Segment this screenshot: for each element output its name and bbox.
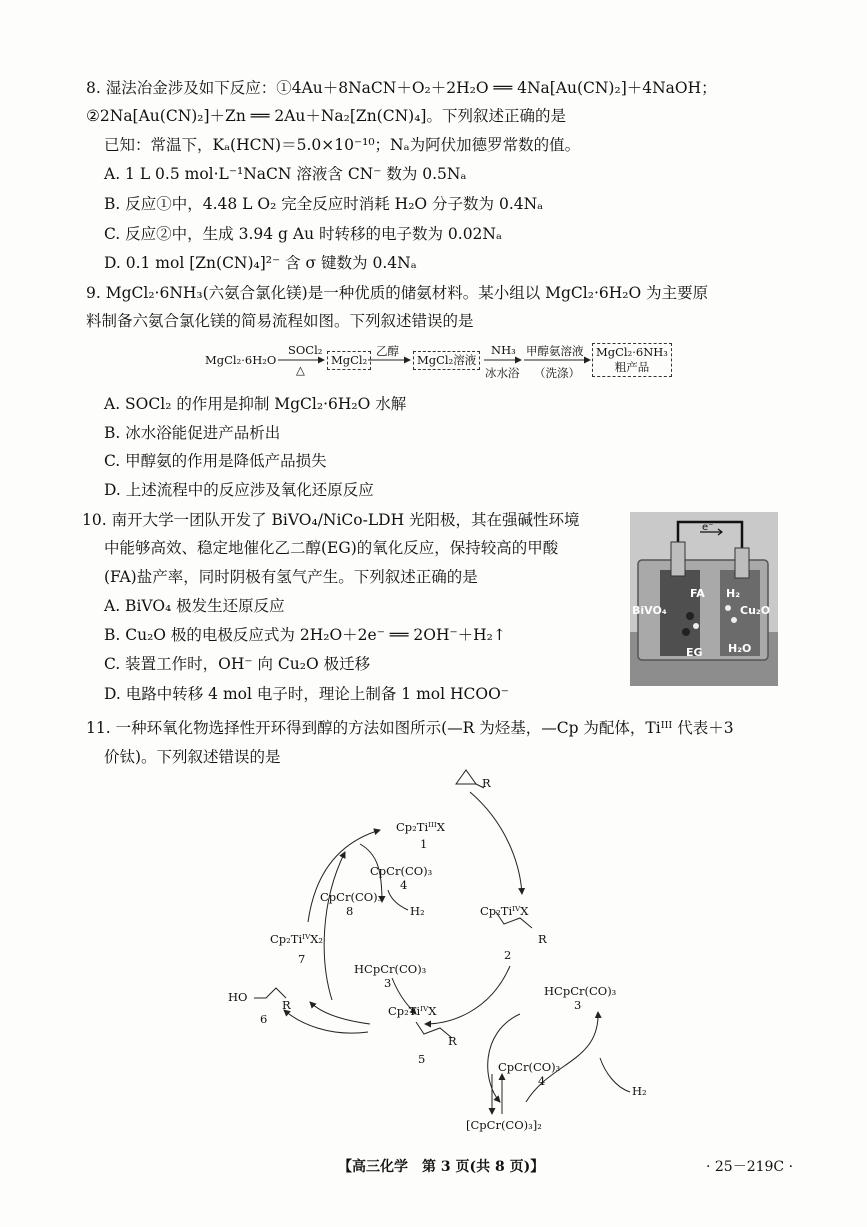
compound-3-inner-number: 3 — [384, 976, 392, 990]
electrolysis-device-photo — [630, 512, 778, 686]
q9-option-a: A. SOCl₂ 的作用是抑制 MgCl₂·6H₂O 水解 — [104, 395, 407, 413]
q10-option-a: A. BiVO₄ 极发生还原反应 — [104, 597, 285, 615]
q11-line2: 价钛)。下列叙述错误的是 — [104, 748, 281, 766]
flow-box-solution: MgCl₂溶液 — [413, 351, 480, 370]
flow-product-formula: MgCl₂·6NH₃ — [596, 345, 668, 359]
catalytic-cycle-diagram — [220, 762, 647, 1152]
compound-2: Cp₂TiᴵⱽX — [480, 904, 529, 918]
q10-option-b: B. Cu₂O 极的电极反应式为 2H₂O＋2e⁻ ══ 2OH⁻＋H₂↑ — [104, 626, 506, 644]
flow-product-label: 粗产品 — [614, 360, 650, 374]
q11-line1: 11. 一种环氧化物选择性开环得到醇的方法如图所示(—R 为烃基，—Cp 为配体，Tiᴵᴵᴵ 代表＋3 — [86, 719, 734, 737]
epoxide-r-group: R — [482, 776, 491, 790]
flow-box-product — [592, 343, 672, 377]
compound-3-inner: HCpCr(CO)₃ — [354, 962, 427, 976]
eg-label: EG — [686, 646, 703, 659]
flow-start: MgCl₂·6H₂O — [205, 353, 277, 367]
flow-step1-heat: △ — [296, 363, 305, 377]
fa-label: FA — [690, 587, 705, 600]
compound-7: Cp₂TiᴵⱽX₂ — [270, 932, 324, 946]
flow-step3-reagent: NH₃ — [491, 343, 516, 357]
compound-4-inner: CpCr(CO)₃ — [370, 864, 433, 878]
cu2o-label: Cu₂O — [740, 604, 771, 617]
compound-6-r: R — [282, 998, 291, 1012]
h2-inner: H₂ — [410, 904, 425, 918]
q8-option-a: A. 1 L 0.5 mol·L⁻¹NaCN 溶液含 CN⁻ 数为 0.5Nₐ — [104, 165, 467, 183]
q9-line2: 料制备六氨合氯化镁的简易流程如图。下列叙述错误的是 — [86, 312, 474, 330]
q9-line1: 9. MgCl₂·6NH₃(六氨合氯化镁)是一种优质的储氨材料。某小组以 MgCl₂·6H₂O 为主要原 — [86, 284, 709, 302]
compound-4-inner-number: 4 — [400, 878, 408, 892]
q10-option-c: C. 装置工作时，OH⁻ 向 Cu₂O 极迁移 — [104, 655, 371, 673]
q8-line2: ②2Na[Au(CN)₂]＋Zn ══ 2Au＋Na₂[Zn(CN)₄]。下列叙述正确的是 — [86, 107, 566, 125]
compound-6-hydroxyl: HO — [228, 990, 248, 1004]
compound-3-outer-number: 3 — [574, 998, 582, 1012]
compound-8-number: 8 — [346, 904, 354, 918]
exam-code: · 25－219C · — [706, 1159, 794, 1175]
q10-line2: 中能够高效、稳定地催化乙二醇(EG)的氧化反应，保持较高的甲酸 — [104, 539, 559, 557]
q8-option-d: D. 0.1 mol [Zn(CN)₄]²⁻ 含 σ 键数为 0.4Nₐ — [104, 254, 417, 272]
q9-flowchart — [200, 341, 680, 391]
h2-outer: H₂ — [632, 1084, 647, 1098]
flow-box-mgcl2: MgCl₂ — [327, 351, 371, 370]
q8-line3: 已知：常温下，Kₐ(HCN)＝5.0×10⁻¹⁰；Nₐ为阿伏加德罗常数的值。 — [104, 136, 581, 154]
compound-8: CpCr(CO)₃ — [320, 890, 383, 904]
h2o-label: H₂O — [728, 642, 752, 655]
compound-1-number: 1 — [420, 837, 428, 851]
flow-step4-condition: （洗涤） — [534, 366, 580, 380]
compound-4-outer: CpCr(CO)₃ — [498, 1060, 561, 1074]
flow-step2-reagent: 乙醇 — [376, 344, 399, 358]
compound-7-number: 7 — [298, 952, 306, 966]
q10-option-d: D. 电路中转移 4 mol 电子时，理论上制备 1 mol HCOO⁻ — [104, 685, 509, 703]
q10-line3: (FA)盐产率，同时阴极有氢气产生。下列叙述正确的是 — [104, 568, 478, 586]
flow-step1-reagent: SOCl₂ — [288, 343, 323, 357]
device-illustration — [630, 512, 778, 686]
q9-option-c: C. 甲醇氨的作用是降低产品损失 — [104, 452, 327, 470]
compound-5: Cp₂TiᴵⱽX — [388, 1004, 437, 1018]
page-footer: 【高三化学 第 3 页(共 8 页)】 — [338, 1159, 545, 1175]
q9-option-d: D. 上述流程中的反应涉及氧化还原反应 — [104, 481, 374, 499]
compound-1: Cp₂TiᴵᴵᴵX — [396, 820, 445, 834]
compound-4-outer-number: 4 — [538, 1074, 546, 1088]
compound-6-number: 6 — [260, 1012, 268, 1026]
compound-5-r: R — [448, 1034, 457, 1048]
bivo4-label: BiVO₄ — [632, 604, 667, 617]
electron-label: e⁻ — [702, 522, 714, 533]
flow-step4-reagent: 甲醇氨溶液 — [526, 344, 584, 358]
flow-step3-condition: 冰水浴 — [485, 366, 520, 380]
q8-option-b: B. 反应①中，4.48 L O₂ 完全反应时消耗 H₂O 分子数为 0.4Nₐ — [104, 195, 544, 213]
compound-3-outer: HCpCr(CO)₃ — [544, 984, 617, 998]
compound-2-r: R — [538, 932, 547, 946]
q8-line1: 8. 湿法冶金涉及如下反应：①4Au＋8NaCN＋O₂＋2H₂O ══ 4Na[Au(CN)₂]＋4NaOH； — [86, 79, 717, 97]
epoxide-ring — [456, 770, 476, 784]
compound-5-number: 5 — [418, 1052, 426, 1066]
q10-line1: 10. 南开大学一团队开发了 BiVO₄/NiCo-LDH 光阳极，其在强碱性环境 — [82, 511, 580, 529]
h2-label: H₂ — [726, 587, 741, 600]
q9-option-b: B. 冰水浴能促进产品析出 — [104, 424, 281, 442]
q8-option-c: C. 反应②中，生成 3.94 g Au 时转移的电子数为 0.02Nₐ — [104, 225, 502, 243]
chromium-dimer: [CpCr(CO)₃]₂ — [466, 1118, 542, 1132]
compound-2-number: 2 — [504, 948, 512, 962]
